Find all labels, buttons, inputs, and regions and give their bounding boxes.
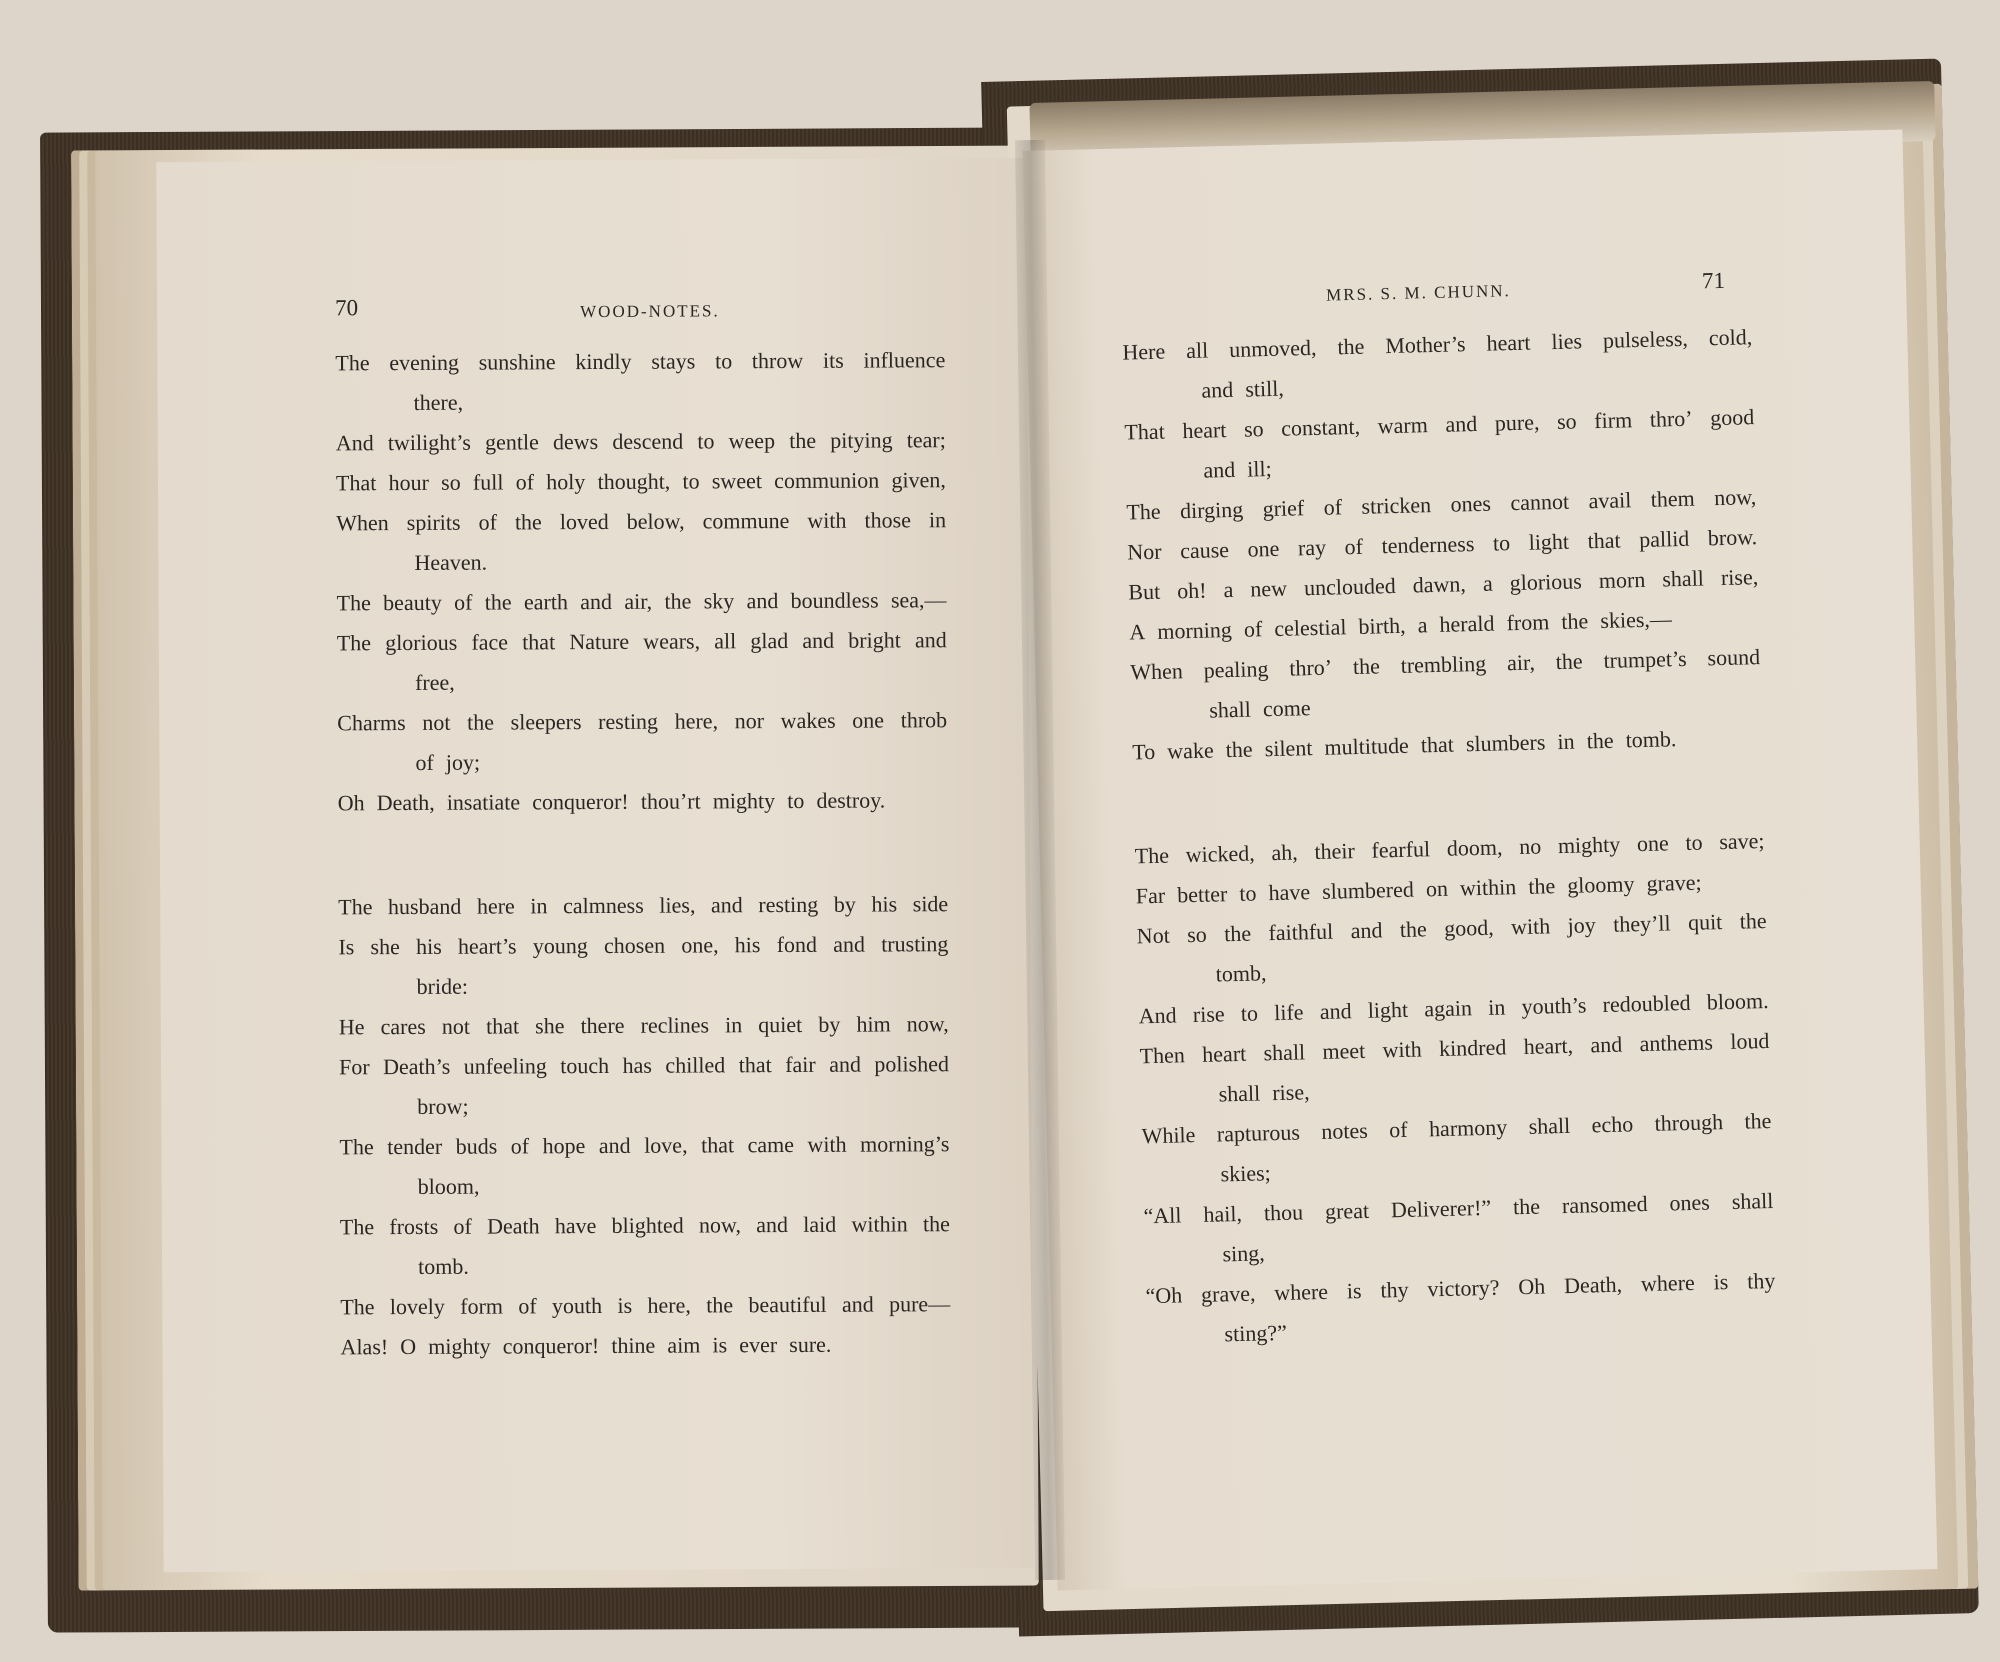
poem-line: tomb. bbox=[418, 1253, 469, 1279]
poem-line: The tender buds of hope and love, that came with morning’s bbox=[339, 1131, 950, 1160]
poem-line: shall come bbox=[1208, 695, 1311, 723]
poem-line: That heart so constant, warm and pure, so firm thro’ good bbox=[1124, 404, 1755, 445]
poem-line: The beauty of the earth and air, the sky and boundless sea,— bbox=[336, 587, 947, 616]
poem-line: He cares not that she there reclines in quiet by him now, bbox=[338, 1011, 949, 1040]
poem-line: But oh! a new unclouded dawn, a glorious morn shall rise, bbox=[1128, 564, 1759, 605]
poem-line: Nor cause one ray of tenderness to light that pallid brow. bbox=[1127, 524, 1758, 565]
poem-line: Far better to have slumbered on within the gloomy grave; bbox=[1135, 869, 1702, 909]
poem-text bbox=[335, 340, 950, 1367]
poem-line: sting?” bbox=[1224, 1319, 1288, 1347]
left-page bbox=[156, 158, 1033, 1573]
poem-line: The dirging grief of stricken ones cannot avail them now, bbox=[1126, 484, 1757, 525]
poem-line: That hour so full of holy thought, to sweet communion given, bbox=[335, 467, 946, 496]
poem-line: Heaven. bbox=[414, 549, 488, 575]
poem-line: shall rise, bbox=[1218, 1079, 1310, 1107]
poem-line: Is she his heart’s young chosen one, his fond and trusting bbox=[338, 931, 949, 960]
poem-line: The evening sunshine kindly stays to throw its influence bbox=[335, 347, 946, 376]
poem-line: And twilight’s gentle dews descend to weep the pitying tear; bbox=[335, 427, 946, 456]
poem-line: bloom, bbox=[417, 1173, 480, 1199]
running-head: WOOD-NOTES. bbox=[580, 301, 720, 322]
poem-line: Oh Death, insatiate conqueror! thou’rt mighty to destroy. bbox=[337, 787, 886, 816]
poem-line: Then heart shall meet with kindred heart, and anthems loud bbox=[1139, 1027, 1770, 1069]
poem-line: “Oh grave, where is thy victory? Oh Death, where is thy bbox=[1145, 1267, 1776, 1309]
poem-line: The glorious face that Nature wears, all glad and bright and bbox=[336, 627, 947, 656]
poem-line: When pealing thro’ the trembling air, the trumpet’s sound bbox=[1129, 644, 1761, 685]
poem-line: The lovely form of youth is here, the beautiful and pure— bbox=[340, 1291, 951, 1320]
poem-line: free, bbox=[414, 669, 455, 695]
poem-line: and ill; bbox=[1203, 455, 1272, 483]
running-head: MRS. S. M. CHUNN. bbox=[1325, 281, 1512, 305]
poem-line: skies; bbox=[1220, 1160, 1272, 1187]
poem-line: Alas! O mighty conqueror! thine aim is ever sure. bbox=[340, 1331, 832, 1360]
poem-line: And rise to life and light again in youth’s redoubled bloom. bbox=[1138, 987, 1769, 1029]
right-page bbox=[1023, 129, 1938, 1590]
poem-line: of joy; bbox=[415, 749, 481, 775]
poem-line: When spirits of the loved below, commune with those in bbox=[336, 507, 947, 536]
poem-line: Not so the faithful and the good, with joy they’ll quit the bbox=[1136, 908, 1767, 949]
poem-text bbox=[1122, 317, 1777, 1356]
poem-line: brow; bbox=[417, 1093, 469, 1119]
poem-line: sing, bbox=[1222, 1240, 1266, 1267]
poem-line: While rapturous notes of harmony shall echo through the bbox=[1141, 1107, 1772, 1149]
poem-line: bride: bbox=[416, 973, 469, 999]
poem-line: The husband here in calmness lies, and resting by his side bbox=[338, 891, 949, 920]
stanza-break bbox=[338, 820, 948, 887]
poem-line: A morning of celestial birth, a herald from the skies,— bbox=[1129, 606, 1673, 645]
poem-line: and still, bbox=[1201, 375, 1285, 403]
poem-line: The frosts of Death have blighted now, and laid within the bbox=[339, 1211, 950, 1240]
page-number: 70 bbox=[335, 295, 359, 321]
poem-line: there, bbox=[413, 389, 464, 415]
poem-line: To wake the silent multitude that slumbers in the tomb. bbox=[1131, 726, 1677, 765]
poem-line: tomb, bbox=[1215, 960, 1267, 987]
poem-line: For Death’s unfeeling touch has chilled that fair and polished bbox=[338, 1051, 950, 1080]
poem-line: Charms not the sleepers resting here, nor wakes one throb bbox=[337, 707, 948, 736]
poem-line: Here all unmoved, the Mother’s heart lies pulseless, cold, bbox=[1122, 324, 1753, 365]
poem-line: “All hail, thou great Deliverer!” the ransomed ones shall bbox=[1143, 1187, 1774, 1229]
page-number: 71 bbox=[1701, 267, 1726, 294]
poem-line: The wicked, ah, their fearful doom, no mighty one to save; bbox=[1134, 828, 1765, 869]
